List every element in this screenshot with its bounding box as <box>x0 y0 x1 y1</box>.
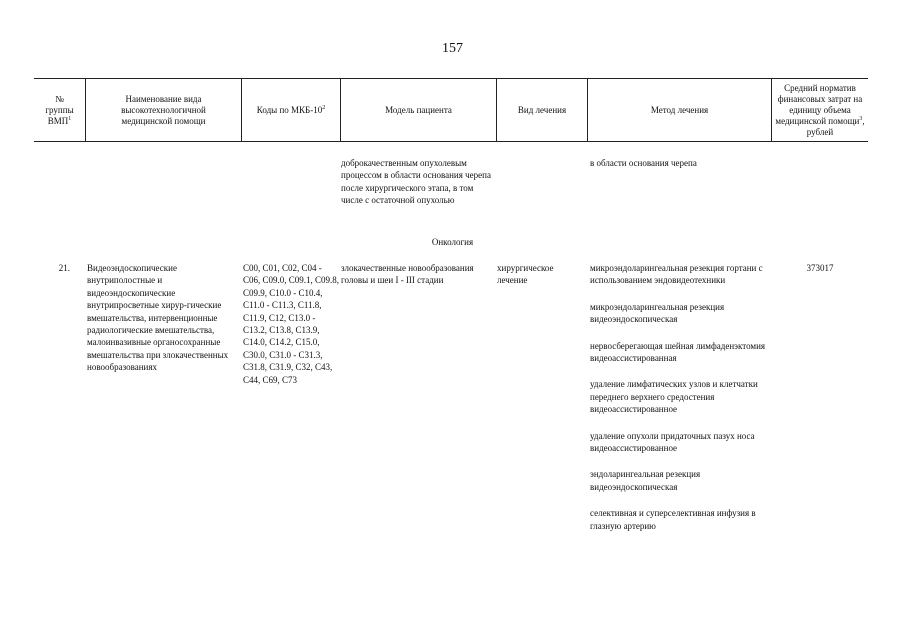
row-treatment-methods <box>590 262 770 546</box>
section-title: Онкология <box>431 237 474 247</box>
header-treatment-type: Вид лечения <box>517 104 567 115</box>
header-cost: Средний норматив финансовых затрат на единицу объема медицинской помощи$^3$, рублей <box>775 82 865 137</box>
table-header-bottom-rule <box>34 141 868 142</box>
treatment-method-item: удаление опухоли придаточных пазух носа видеоассистированное <box>590 430 755 454</box>
header-care-name: Наименование вида высокотехнологичной медицинской помощи <box>121 93 206 126</box>
treatment-method-item: нервосберегающая шейная лимфаденэктомия видеоассистированная <box>590 340 766 364</box>
continued-treatment-method: в области основания черепа <box>590 158 697 168</box>
treatment-method-item: эндоларингеальная резекция видеоэндоскопическая <box>590 469 701 492</box>
treatment-method-item: микроэндоларингеальная резекция видеоэндоскопическая <box>590 301 725 325</box>
header-patient-model: Модель пациента <box>385 104 452 115</box>
row-treatment-type: хирургическое лечение <box>497 263 554 286</box>
header-icd-codes: Коды по МКБ-$10^2$ <box>256 104 326 115</box>
treatment-method-item: селективная и суперселективная инфузия в глазную артерию <box>590 508 756 531</box>
row-group-number: 21. <box>58 263 70 273</box>
row-care-name: Видеоэндоскопические внутриполостные и видеоэндоскопические внутрипросветные хирур-гические вмешательства, интервенционные радиологические вмешательства, малоинвазивные органосохранные вмешательства при злокачественных новообразованиях <box>87 263 229 373</box>
page-number: 157 <box>442 41 463 56</box>
row-icd-codes: C00, C01, C02, C04 - C06, C09.0, C09.1, C09.8, C09.9, C10.0 - C10.4, C11.0 - C11.3, C11.8, C11.9, C12, C13.0 - C13.2, C13.8, C13.9, C14.0, C14.2, C15.0, C30.0, C31.0 - C31.3, C31.8, C31.9, C32, C43, C44, C69, C73 <box>243 263 340 385</box>
header-group-number: № группы ВМП$^1$ <box>45 93 74 126</box>
treatment-method-item: удаление лимфатических узлов и клетчатки переднего верхнего средостения видеоассистированное <box>590 379 758 415</box>
row-patient-model: злокачественные новообразования головы и шеи I - III стадии <box>341 263 474 286</box>
row-cost-value: 373017 <box>806 263 834 273</box>
continued-patient-model: доброкачественным опухолевым процессом в области основания черепа после хирургического этапа, в том числе с остаточной опухолью <box>341 158 491 206</box>
header-treatment-method: Метод лечения <box>650 104 709 115</box>
treatment-method-item: микроэндоларингеальная резекция гортани с использованием эндовидеотехники <box>590 263 763 286</box>
